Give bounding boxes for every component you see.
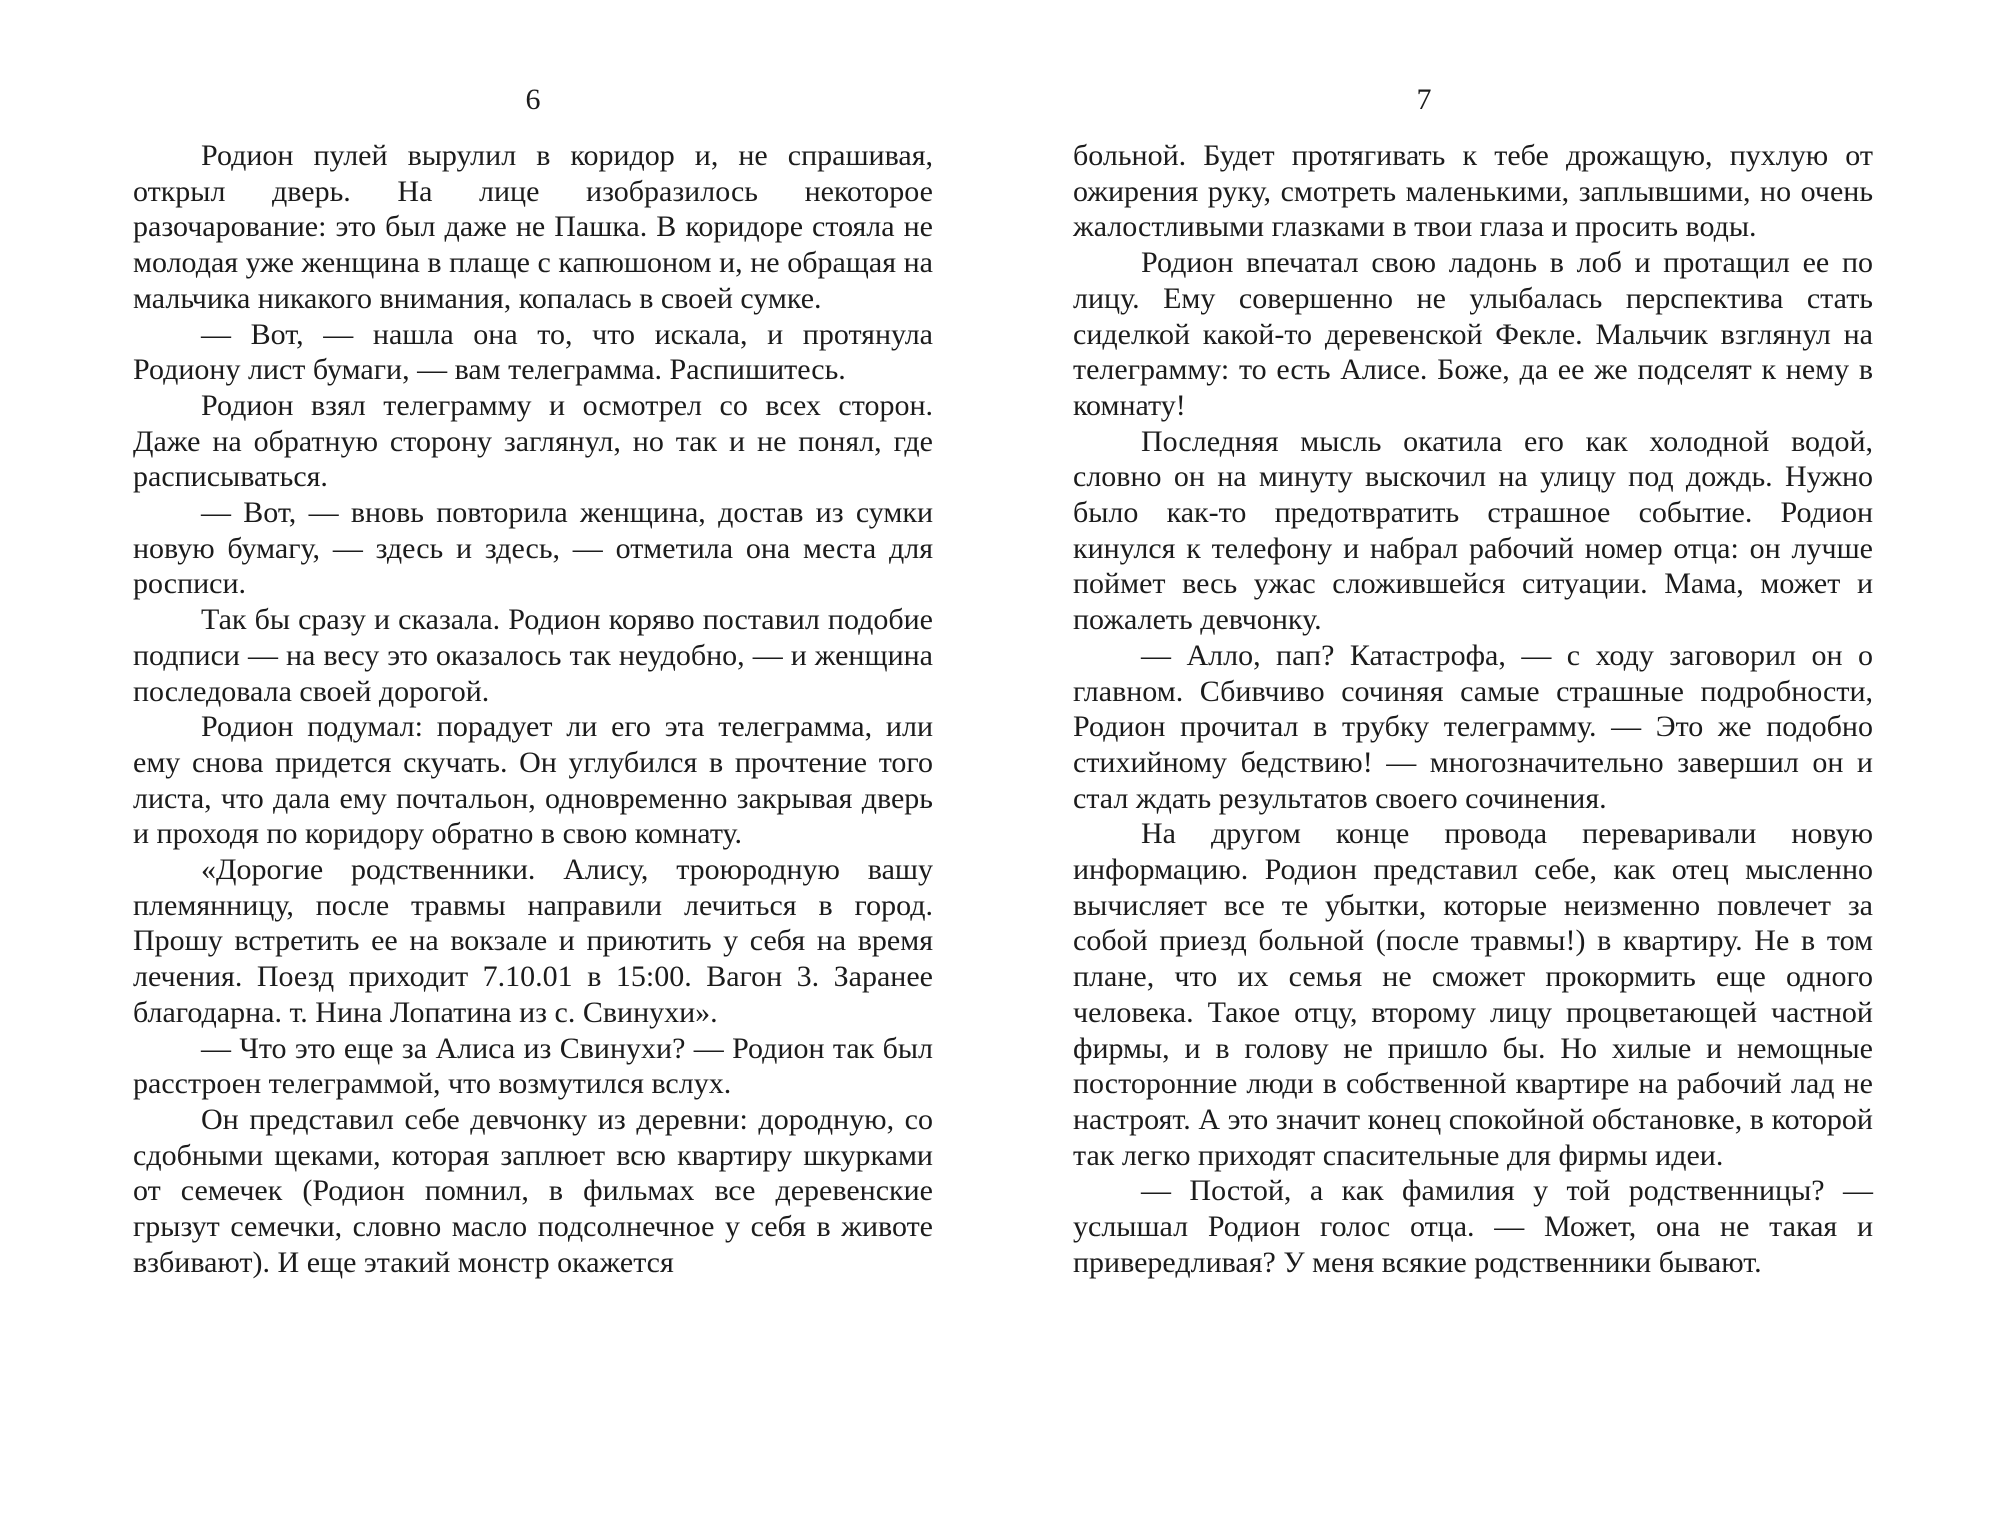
page-text <box>133 138 933 1281</box>
continued-paragraph: больной. Будет протягивать к тебе дрожащую, пухлую от ожирения руку, смотреть маленькими, заплывшими, но очень жалостливыми глазками в твои глаза и просить воды. <box>1073 139 1873 244</box>
paragraph: — Вот, — вновь повторила женщина, достав из сумки новую бумагу, — здесь и здесь, — отметила она места для росписи. <box>133 496 933 601</box>
page-text <box>1073 138 1873 1281</box>
paragraph: Родион подумал: порадует ли его эта телеграмма, или ему снова придется скучать. Он углубился в прочтение того листа, что дала ему почтальон, одновременно закрывая дверь и проходя по коридору обратно в свою комнату. <box>133 710 933 851</box>
paragraph: Он представил себе девчонку из деревни: дородную, со сдобными щеками, которая заплюет всю квартиру шкурками от семечек (Родион помнил, в фильмах все деревенские грызут семечки, словно масло подсолнечное у себя в животе взбивают). И еще этакий монстр окажется <box>133 1102 933 1279</box>
paragraph: Так бы сразу и сказала. Родион коряво поставил подобие подписи — на весу это оказалось так неудобно, — и женщина последовала своей дорогой. <box>133 603 933 708</box>
paragraph: Родион пулей вырулил в коридор и, не спрашивая, открыл дверь. На лице изобразилось некоторое разочарование: это был даже не Пашка. В коридоре стояла не молодая уже женщина в плаще с капюшоном и, не обращая на мальчика никакого внимания, копалась в своей сумке. <box>133 139 933 315</box>
page-number: 7 <box>1416 83 1432 116</box>
telegram-text: «Дорогие родственники. Алису, троюродную вашу племянницу, после травмы направили лечиться в город. Прошу встретить ее на вокзале и приютить у себя на время лечения. Поезд приходит 7.10.01 в 15:00. Вагон 3. Заранее благодарна. т. Нина Лопатина из с. Свинухи». <box>133 853 933 1029</box>
paragraph: Последняя мысль окатила его как холодной водой, словно он на минуту выскочил на улицу под дождь. Нужно было как-то предотвратить страшное событие. Родион кинулся к телефону и набрал рабочий номер отца: он лучше поймет весь ужас сложившейся ситуации. Мама, может и пожалеть девчонку. <box>1073 424 1873 637</box>
paragraph: — Что это еще за Алиса из Свинухи? — Родион так был расстроен телеграммой, что возмутился вслух. <box>133 1031 933 1101</box>
page-number: 6 <box>525 83 541 116</box>
paragraph: — Вот, — нашла она то, что искала, и протянула Родиону лист бумаги, — вам телеграмма. Распишитесь. <box>133 317 933 387</box>
paragraph: Родион впечатал свою ладонь в лоб и протащил ее по лицу. Ему совершенно не улыбалась перспектива стать сиделкой какой-то деревенской Фекле. Мальчик взглянул на телеграмму: то есть Алисе. Боже, да ее же подселят к нему в комнату! <box>1073 246 1873 422</box>
paragraph: — Постой, а как фамилия у той родственницы? — услышал Родион голос отца. — Может, она не такая и привередливая? У меня всякие родственники бывают. <box>1073 1174 1873 1279</box>
paragraph: На другом конце провода переваривали новую информацию. Родион представил себе, как отец мысленно вычисляет все те убытки, которые неизменно повлечет за собой приезд больной (после травмы!) в квартиру. Не в том плане, что их семья не сможет прокормить еще одного человека. Такое отцу, второму лицу процветающей частной фирмы, и в голову не пришло бы. Но хилые и немощные посторонние люди в собственной квартире на рабочий лад не настроят. А это значит конец спокойной обстановке, в которой так легко приходят спасительные для фирмы идеи. <box>1073 817 1873 1172</box>
paragraph: — Алло, пап? Катастрофа, — с ходу заговорил он о главном. Сбивчиво сочиняя самые страшные подробности, Родион прочитал в трубку телеграмму. — Это же подобно стихийному бедствию! — многозначительно завершил он и стал ждать результатов своего сочинения. <box>1073 638 1873 815</box>
paragraph: Родион взял телеграмму и осмотрел со всех сторон. Даже на обратную сторону заглянул, но так и не понял, где расписываться. <box>133 388 933 494</box>
